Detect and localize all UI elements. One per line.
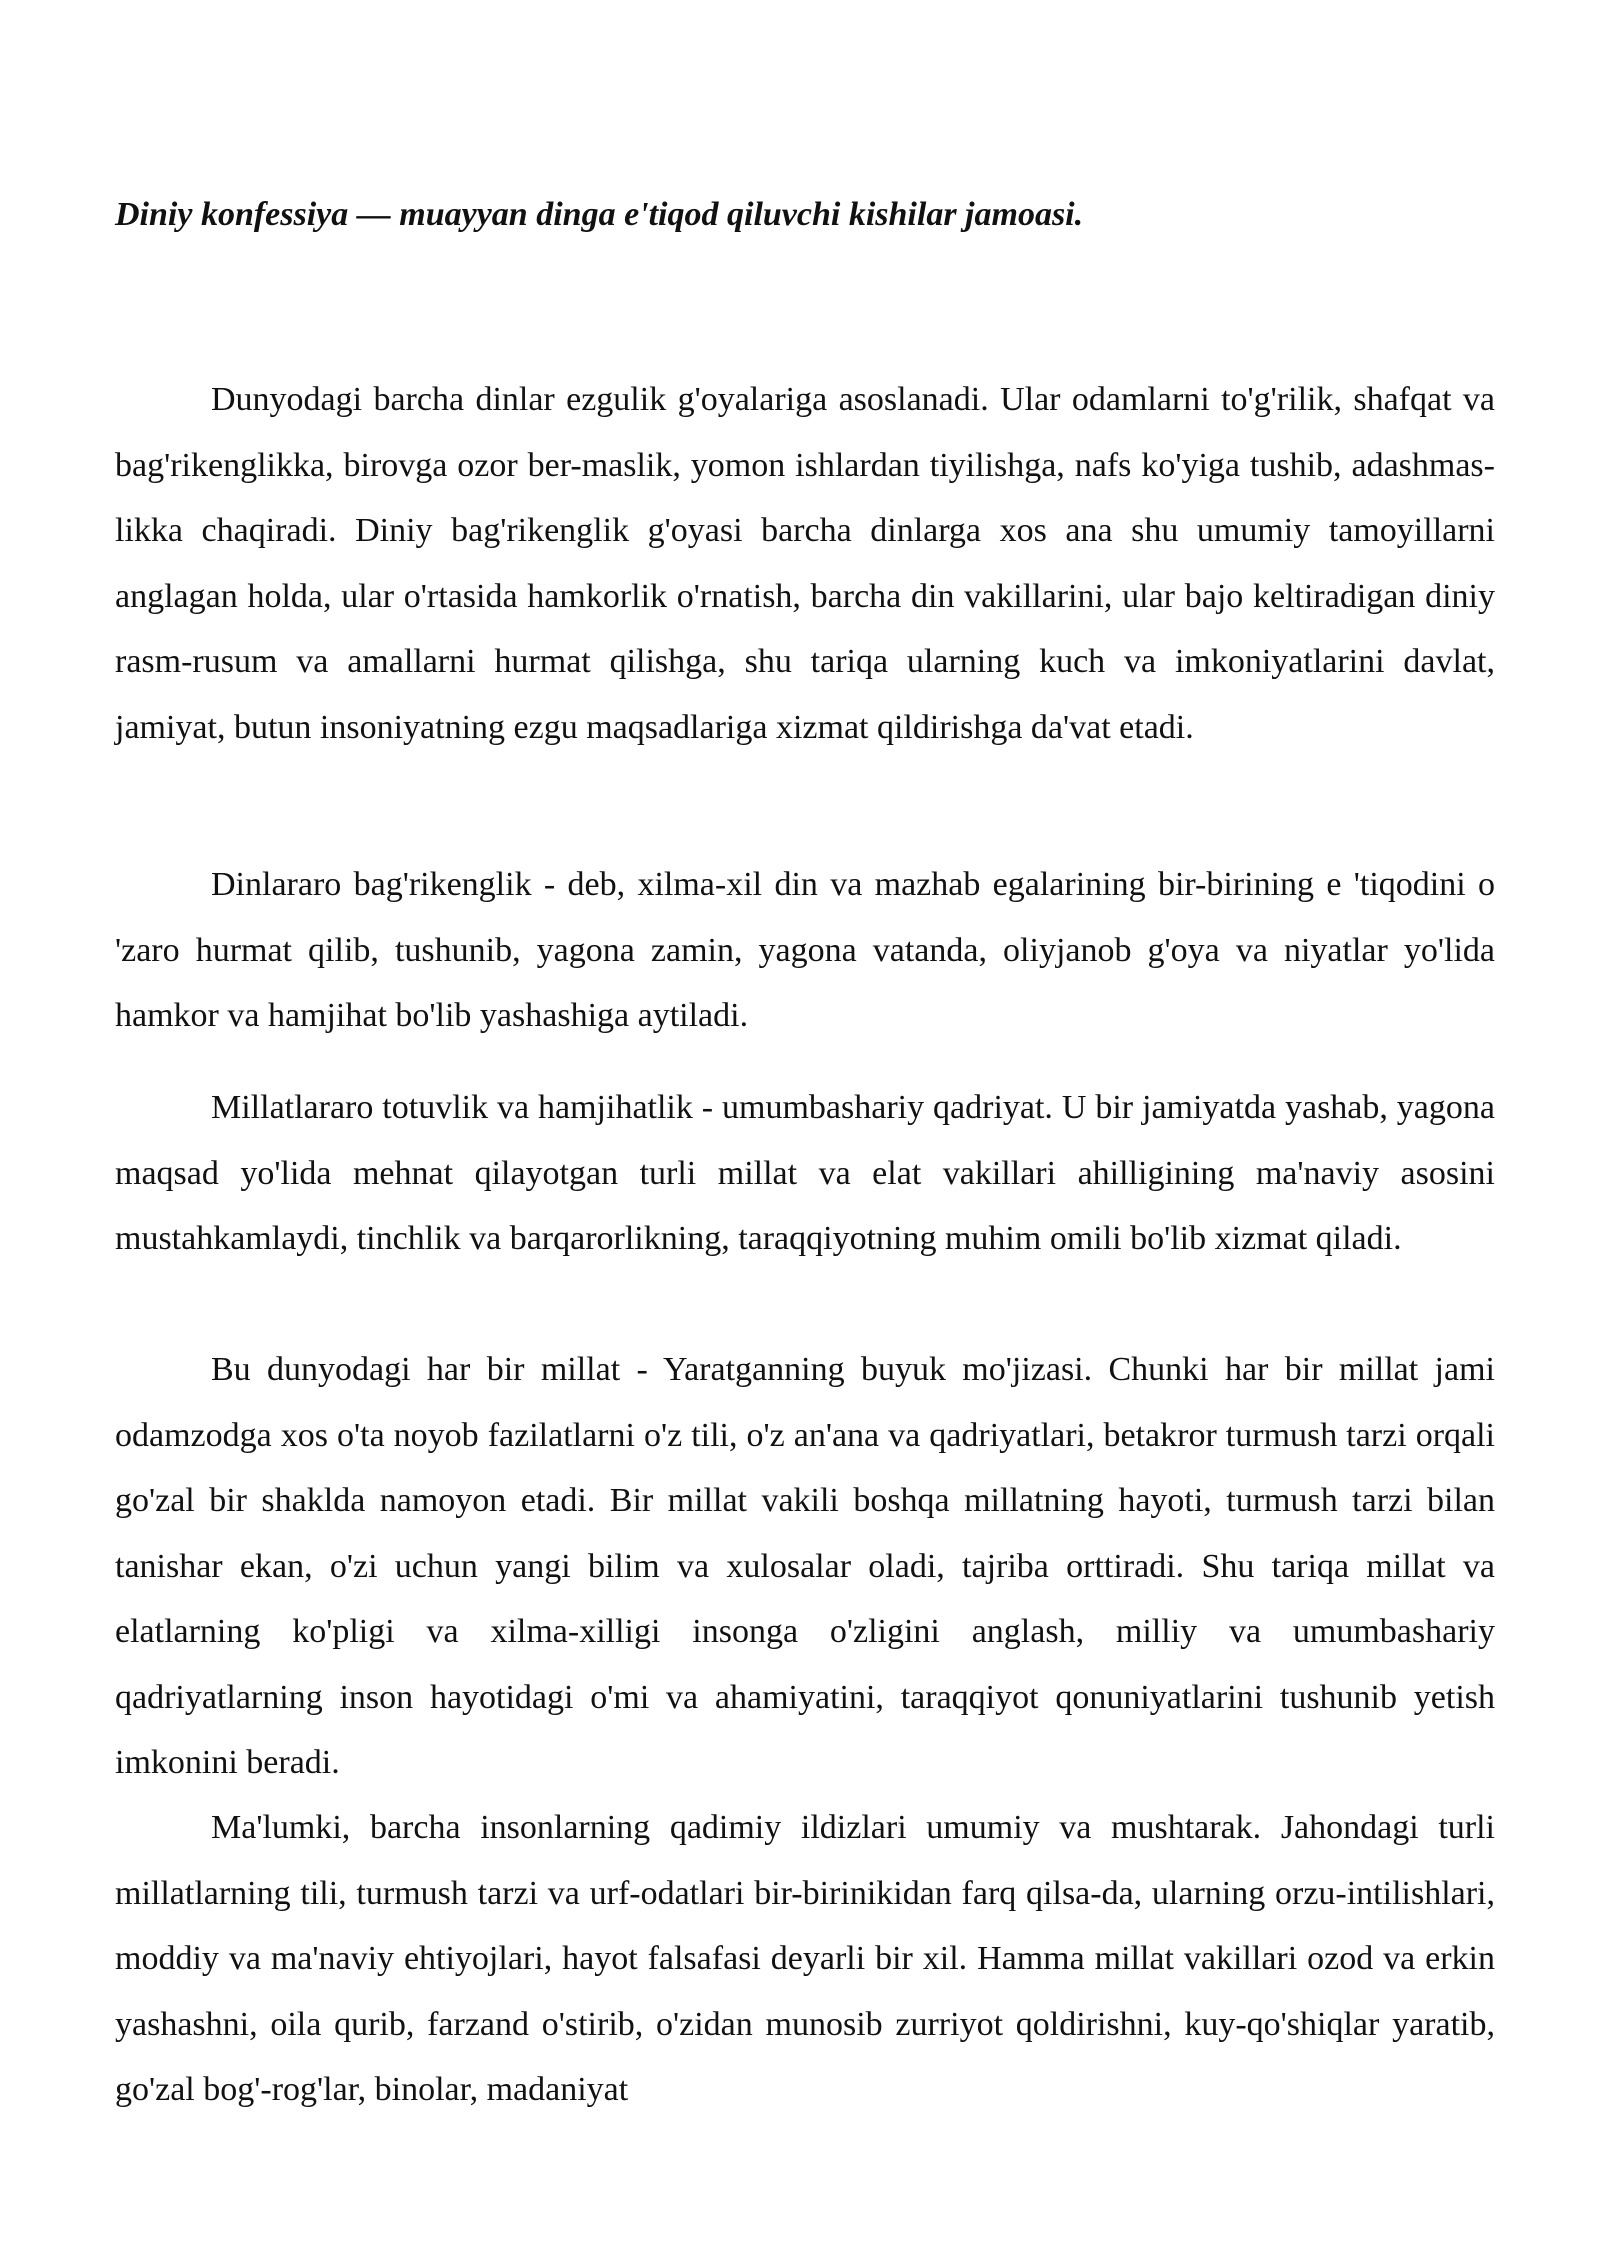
paragraph-common-roots: Ma'lumki, barcha insonlarning qadimiy ildizlari umumiy va mushtarak. Jahondagi turli millatlarning tili, turmush tarzi va urf-odatlari bir-birinikidan farq qilsa-da, ularning orzu-intilishlari, moddiy va ma'naviy ehtiyojlari, hayot falsafasi deyarli bir xil. Hamma millat vakillari ozod va erkin yashashni, oila qurib, farzand o'stirib, o'zidan munosib zurriyot qoldirishni, kuy-qo'shiqlar yaratib, go'zal bog'-rog'lar, binolar, madaniyat: [115, 1809, 1495, 2108]
paragraph-nations-miracle: Bu dunyodagi har bir millat - Yaratganning buyuk mo'jizasi. Chunki har bir millat jami odamzodga xos o'ta noyob fazilatlarni o'z tili, o'z an'ana va qadriyatlari, betakror turmush tarzi orqali go'zal bir shaklda namoyon etadi. Bir millat vakili boshqa millatning hayoti, turmush tarzi bilan tanishar ekan, o'zi uchun yangi bilim va xulosalar oladi, tajriba orttiradi. Shu tariqa millat va elatlarning ko'pligi va xilma-xilligi insonga o'zligini anglash, milliy va umumbashariy qadriyatlarning inson hayotidagi o'mi va ahamiyatini, taraqqiyot qonuniyatlarini tushunib yetish imkonini beradi.: [115, 1351, 1495, 1781]
paragraph-religious-tolerance: Dunyodagi barcha dinlar ezgulik g'oyalariga asoslanadi. Ular odamlarni to'g'rilik, shafqat va bag'rikenglikka, birovga ozor ber-maslik, yomon ishlardan tiyilishga, nafs ko'yiga tushib, adashmas-likka chaqiradi. Diniy bag'rikenglik g'oyasi barcha dinlarga xos ana shu umumiy tamoyillarni anglagan holda, ular o'rtasida hamkorlik o'rnatish, barcha din vakillarini, ular bajo keltiradigan diniy rasm-rusum va amallarni hurmat qilishga, shu tariqa ularning kuch va imkoniyatlarini davlat, jamiyat, butun insoniyatning ezgu maqsadlariga xizmat qildirishga da'vat etadi.: [115, 381, 1495, 746]
document-heading: Diniy konfessiya — muayyan dinga e'tiqod qiluvchi kishilar jamoasi.: [115, 196, 1084, 233]
paragraph-interethnic-harmony: Millatlararo totuvlik va hamjihatlik - umumbashariy qadriyat. U bir jamiyatda yashab, yagona maqsad yo'lida mehnat qilayotgan turli millat va elat vakillari ahilligining ma'naviy asosini mustahkamlaydi, tinchlik va barqarorlikning, taraqqiyotning muhim omili bo'lib xizmat qiladi.: [115, 1089, 1495, 1257]
paragraph-interfaith-tolerance: Dinlararo bag'rikenglik - deb, xilma-xil din va mazhab egalarining bir-birining e 'tiqodini o 'zaro hurmat qilib, tushunib, yagona zamin, yagona vatanda, oliyjanob g'oya va niyatlar yo'lida hamkor va hamjihat bo'lib yashashiga aytiladi.: [115, 866, 1495, 1034]
